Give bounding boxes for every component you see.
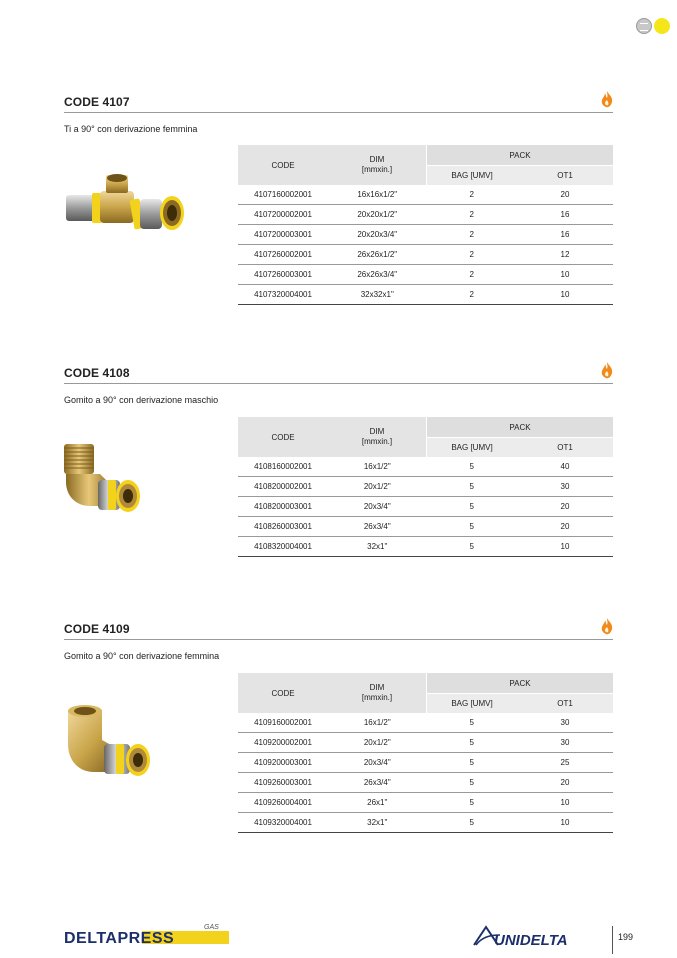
cell-ot1: 20: [517, 497, 613, 517]
page-number: 199: [618, 932, 634, 942]
cell-ot1: 10: [517, 265, 613, 285]
table-row: [238, 265, 613, 285]
cell-dim: 26x3/4": [328, 517, 427, 537]
cell-ot1: 25: [517, 753, 613, 773]
cell-dim: 16x1/2": [328, 713, 427, 733]
col-dim-header: [328, 417, 427, 457]
cell-dim: 16x16x1/2": [328, 185, 427, 205]
section-rule: [64, 112, 613, 113]
cell-ot1: 10: [517, 793, 613, 813]
cell-ot1: 16: [517, 205, 613, 225]
cell-dim: 20x3/4": [328, 753, 427, 773]
cell-ot1: 30: [517, 713, 613, 733]
unidelta-wordmark: UNIDELTA: [494, 932, 568, 947]
cell-ot1: 12: [517, 245, 613, 265]
col-pack-header: PACK: [427, 673, 614, 694]
cell-ot1: 30: [517, 733, 613, 753]
cell-dim: 20x3/4": [328, 497, 427, 517]
cell-ot1: 16: [517, 225, 613, 245]
col-dim-unit: [mmxin.]: [361, 165, 393, 174]
table-row: [238, 713, 613, 733]
col-pack-header: PACK: [427, 145, 614, 166]
col-ot1-header: OT1: [517, 694, 613, 714]
cell-ot1: 20: [517, 185, 613, 205]
table-row: [238, 457, 613, 477]
cell-code: 4107200002001: [238, 205, 328, 225]
cell-bag: 5: [427, 477, 518, 497]
cell-bag: 2: [427, 205, 518, 225]
cell-dim: 20x20x1/2": [328, 205, 427, 225]
cell-code: 4109160002001: [238, 713, 328, 733]
table-row: [238, 537, 613, 557]
cell-dim: 26x1": [328, 793, 427, 813]
deltapress-wordmark: DELTAPRESS: [64, 930, 175, 947]
table-row: [238, 285, 613, 305]
table-row: [238, 185, 613, 205]
cell-bag: 2: [427, 245, 518, 265]
spec-table: [238, 673, 613, 833]
header-icons: [636, 17, 672, 37]
cell-dim: 20x20x3/4": [328, 225, 427, 245]
cell-bag: 5: [427, 753, 518, 773]
cell-bag: 2: [427, 285, 518, 305]
cell-dim: 32x32x1": [328, 285, 427, 305]
col-ot1-header: OT1: [517, 166, 613, 186]
deltapress-logo-graphic: [64, 922, 229, 948]
cell-code: 4108260003001: [238, 517, 328, 537]
cell-bag: 5: [427, 733, 518, 753]
col-dim-unit: [mmxin.]: [361, 437, 393, 446]
cell-ot1: 20: [517, 517, 613, 537]
col-dim-label: DIM: [369, 155, 385, 164]
male-elbow-image: [60, 436, 172, 526]
cell-code: 4107160002001: [238, 185, 328, 205]
page-number-rule: [612, 926, 613, 954]
tee-fitting-image: [60, 173, 190, 253]
deltapress-logo: [64, 922, 229, 948]
grey-gas-icon: [636, 18, 652, 34]
cell-dim: 16x1/2": [328, 457, 427, 477]
section-description: Gomito a 90° con derivazione maschio: [64, 395, 219, 405]
section-rule: [64, 639, 613, 640]
cell-bag: 5: [427, 793, 518, 813]
col-dim-label: DIM: [369, 427, 385, 436]
cell-ot1: 40: [517, 457, 613, 477]
cell-code: 4107260002001: [238, 245, 328, 265]
cell-code: 4108160002001: [238, 457, 328, 477]
section-4108: [64, 366, 613, 566]
section-description: Ti a 90° con derivazione femmina: [64, 124, 198, 134]
cell-code: 4109200002001: [238, 733, 328, 753]
col-bag-header: BAG [UMV]: [427, 166, 518, 186]
female-elbow-image: [64, 700, 176, 785]
col-dim-unit: [mmxin.]: [361, 693, 393, 702]
col-dim-header: [328, 673, 427, 713]
col-dim-header: [328, 145, 427, 185]
cell-bag: 5: [427, 773, 518, 793]
deltapress-gas-mark: GAS: [204, 924, 219, 931]
table-row: [238, 773, 613, 793]
cell-bag: 5: [427, 517, 518, 537]
flame-icon: [601, 91, 613, 108]
unidelta-logo: [472, 923, 604, 952]
table-row: [238, 245, 613, 265]
section-4107: [64, 95, 613, 315]
cell-bag: 2: [427, 185, 518, 205]
cell-dim: 20x1/2": [328, 733, 427, 753]
cell-ot1: 10: [517, 537, 613, 557]
cell-code: 4109260003001: [238, 773, 328, 793]
cell-ot1: 30: [517, 477, 613, 497]
flame-icon: [601, 618, 613, 635]
section-title: CODE 4108: [64, 366, 130, 380]
cell-code: 4109260004001: [238, 793, 328, 813]
table-row: [238, 477, 613, 497]
col-bag-header: BAG [UMV]: [427, 694, 518, 714]
cell-dim: 26x3/4": [328, 773, 427, 793]
col-dim-label: DIM: [369, 683, 385, 692]
cell-dim: 20x1/2": [328, 477, 427, 497]
cell-code: 4107320004001: [238, 285, 328, 305]
cell-code: 4109200003001: [238, 753, 328, 773]
cell-dim: 32x1": [328, 537, 427, 557]
spec-table: [238, 417, 613, 557]
section-rule: [64, 383, 613, 384]
cell-ot1: 10: [517, 813, 613, 833]
cell-bag: 5: [427, 497, 518, 517]
cell-bag: 5: [427, 813, 518, 833]
col-code-header: CODE: [238, 145, 328, 185]
cell-bag: 5: [427, 713, 518, 733]
cell-code: 4108320004001: [238, 537, 328, 557]
col-bag-header: BAG [UMV]: [427, 438, 518, 458]
flame-icon: [601, 362, 613, 379]
col-code-header: CODE: [238, 417, 328, 457]
cell-bag: 5: [427, 457, 518, 477]
col-pack-header: PACK: [427, 417, 614, 438]
spec-table: [238, 145, 613, 305]
table-row: [238, 753, 613, 773]
table-row: [238, 733, 613, 753]
table-row: [238, 225, 613, 245]
cell-dim: 26x26x3/4": [328, 265, 427, 285]
table-row: [238, 517, 613, 537]
col-ot1-header: OT1: [517, 438, 613, 458]
unidelta-logo-graphic: [472, 923, 604, 947]
section-title: CODE 4109: [64, 622, 130, 636]
col-code-header: CODE: [238, 673, 328, 713]
cell-dim: 26x26x1/2": [328, 245, 427, 265]
cell-code: 4109320004001: [238, 813, 328, 833]
section-4109: [64, 622, 613, 842]
table-row: [238, 813, 613, 833]
cell-code: 4107200003001: [238, 225, 328, 245]
cell-code: 4107260003001: [238, 265, 328, 285]
cell-ot1: 10: [517, 285, 613, 305]
cell-code: 4108200003001: [238, 497, 328, 517]
cell-ot1: 20: [517, 773, 613, 793]
section-description: Gomito a 90° con derivazione femmina: [64, 651, 220, 661]
cell-code: 4108200002001: [238, 477, 328, 497]
cell-dim: 32x1": [328, 813, 427, 833]
cell-bag: 2: [427, 265, 518, 285]
table-row: [238, 205, 613, 225]
table-row: [238, 793, 613, 813]
cell-bag: 2: [427, 225, 518, 245]
yellow-dot-icon: [654, 18, 670, 34]
table-row: [238, 497, 613, 517]
cell-bag: 5: [427, 537, 518, 557]
section-title: CODE 4107: [64, 95, 130, 109]
